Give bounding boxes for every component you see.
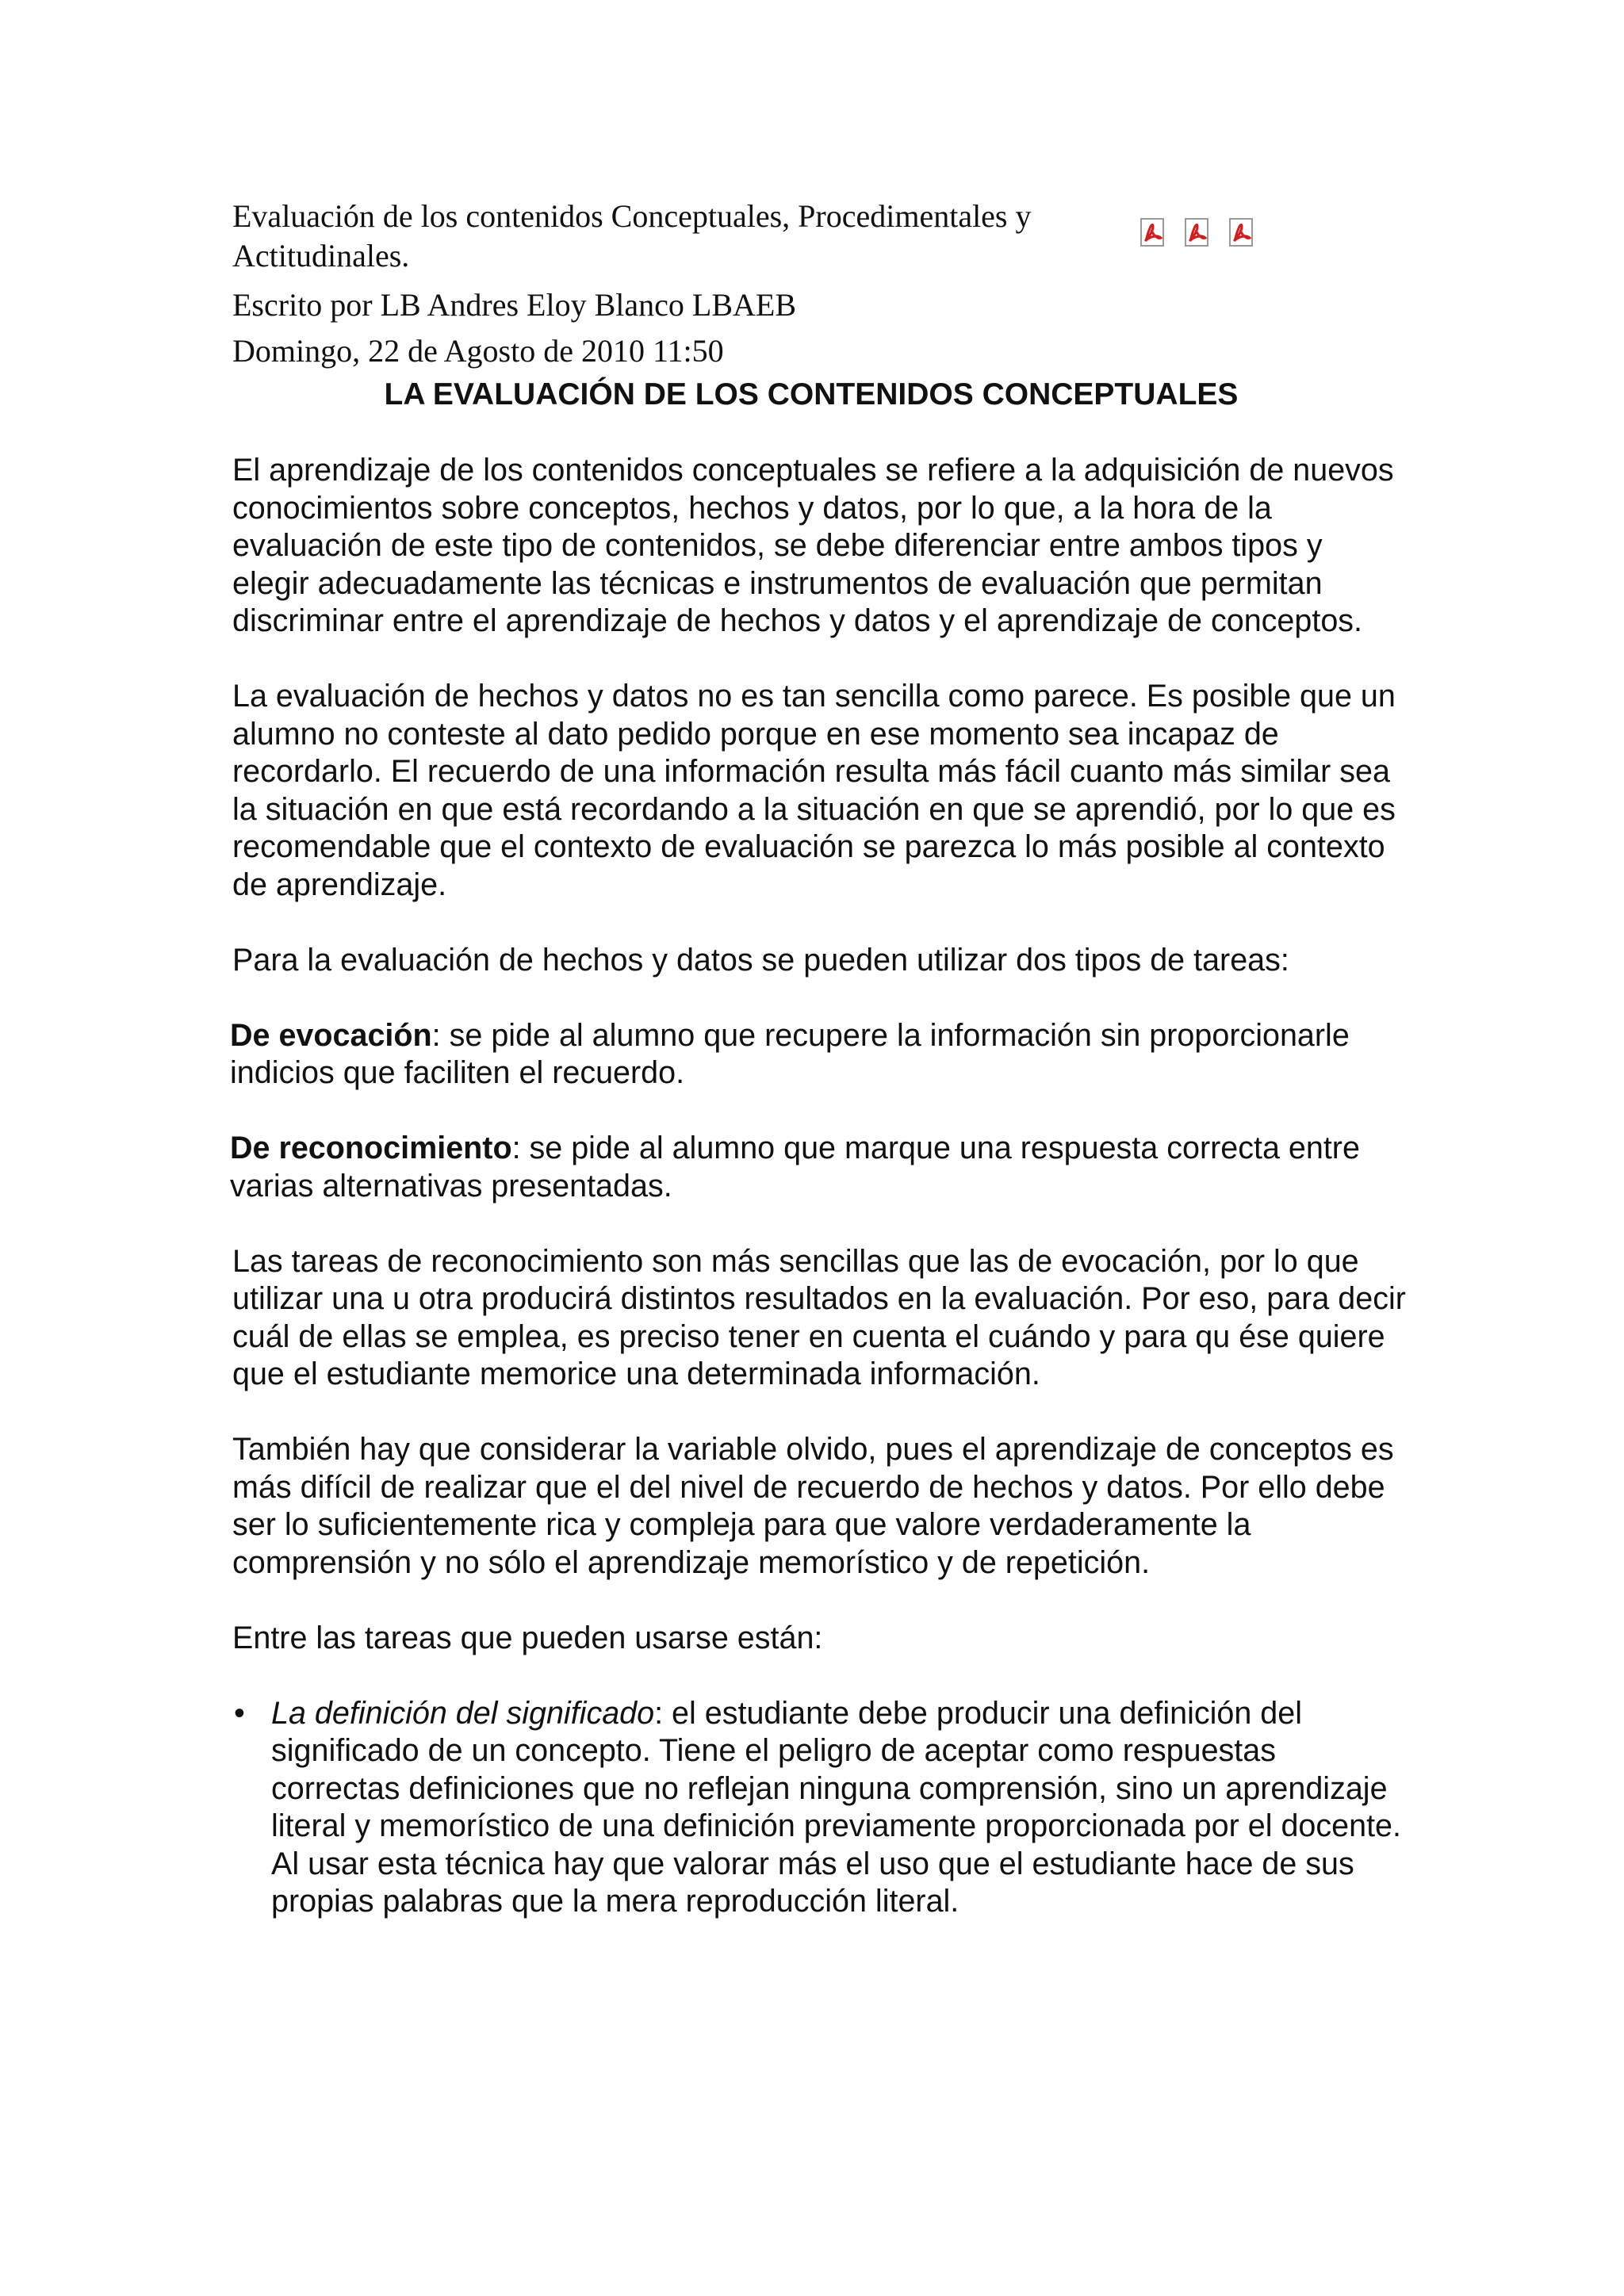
- task-type-evocation: [230, 1017, 1406, 1093]
- paragraph: También hay que considerar la variable olvido, pues el aprendizaje de conceptos es más difícil de realizar que el del nivel de recuerdo de hechos y datos. Por ello debe ser lo suficientemente rica y compleja para que valore verdaderamente la comprensión y no sólo el aprendizaje memorístico y de repetición.: [232, 1432, 1394, 1580]
- paragraph: Las tareas de reconocimiento son más sencillas que las de evocación, por lo que utilizar una u otra producirá distintos resultados en la evaluación. Por eso, para decir cuál de ellas se emplea, es preciso tener en cuenta el cuándo y para qu ése quiere que el estudiante memorice una determinada información.: [232, 1243, 1406, 1391]
- list-item-text: : el estudiante debe producir una definición del significado de un concepto. Tiene el peligro de aceptar como respuestas correctas definiciones que no reflejan ninguna comprensión, sino un aprendizaje literal y memorístico de una definición previamente proporcionada por el docente. Al usar esta técnica hay que valorar más el uso que el estudiante hace de sus propias palabras que la mera reproducción literal.: [271, 1695, 1401, 1919]
- article-date: Domingo, 22 de Agosto de 2010 11:50: [232, 333, 724, 369]
- article-body: [232, 452, 1406, 1921]
- paragraph: Entre las tareas que pueden usarse están:: [232, 1620, 823, 1655]
- pdf-icon-group: [1139, 217, 1256, 249]
- section-heading: LA EVALUACIÓN DE LOS CONTENIDOS CONCEPTUALES: [384, 377, 1239, 411]
- task-type-recognition: [230, 1130, 1406, 1205]
- paragraph: Para la evaluación de hechos y datos se pueden utilizar dos tipos de tareas:: [232, 942, 1289, 978]
- task-term: De reconocimiento: [230, 1131, 512, 1165]
- pdf-icon[interactable]: [1228, 217, 1256, 249]
- task-description: : se pide al alumno que recupere la información sin proporcionarle indicios que faciliten el recuerdo.: [230, 1017, 1350, 1090]
- article-author: Escrito por LB Andres Eloy Blanco LBAEB: [232, 287, 797, 323]
- article-title: Evaluación de los contenidos Conceptuales, Procedimentales y Actitudinales.: [232, 198, 1032, 274]
- paragraph: El aprendizaje de los contenidos conceptuales se refiere a la adquisición de nuevos conocimientos sobre conceptos, hechos y datos, por lo que, a la hora de la evaluación de este tipo de contenidos, se debe diferenciar entre ambos tipos y elegir adecuadamente las técnicas e instrumentos de evaluación que permitan discriminar entre el aprendizaje de hechos y datos y el aprendizaje de conceptos.: [232, 453, 1394, 638]
- pdf-icon[interactable]: [1183, 217, 1212, 249]
- paragraph: La evaluación de hechos y datos no es tan sencilla como parece. Es posible que un alumno no conteste al dato pedido porque en ese momento sea incapaz de recordarlo. El recuerdo de una información resulta más fácil cuanto más similar sea la situación en que está recordando a la situación en que se aprendió, por lo que es recomendable que el contexto de evaluación se parezca lo más posible al contexto de aprendizaje.: [232, 679, 1396, 902]
- task-list: [232, 1695, 1406, 1921]
- task-term: De evocación: [230, 1017, 432, 1053]
- list-item: [232, 1695, 1406, 1921]
- bullet-marker: •: [234, 1695, 245, 1731]
- list-item-term: La definición del significado: [271, 1695, 655, 1731]
- task-description: : se pide al alumno que marque una respuesta correcta entre varias alternativas presentadas.: [230, 1131, 1360, 1203]
- pdf-icon[interactable]: [1139, 217, 1167, 249]
